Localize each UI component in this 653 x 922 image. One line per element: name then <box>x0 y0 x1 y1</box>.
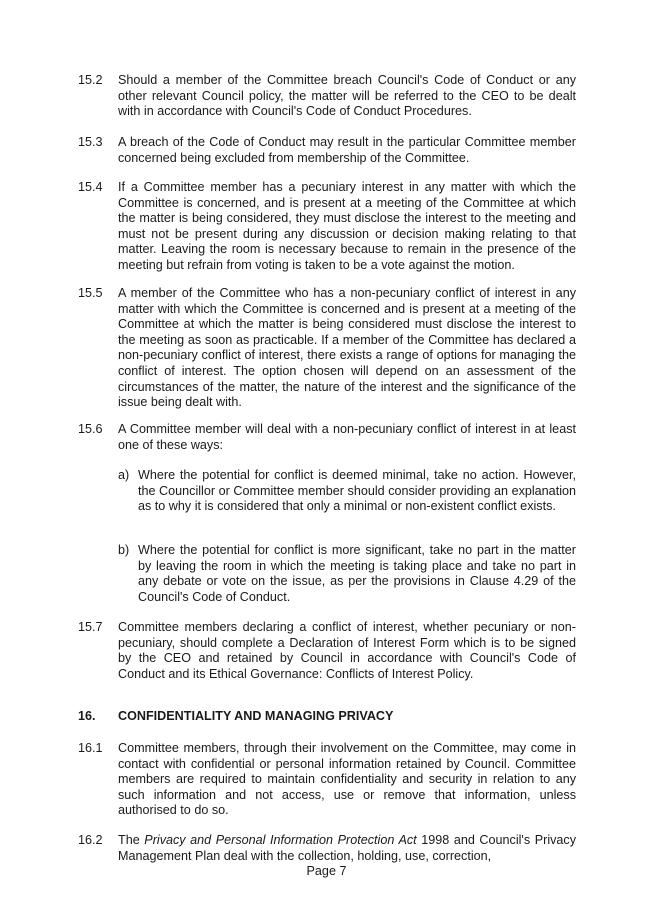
clause-16-2 <box>78 833 576 864</box>
subitem-b <box>118 543 576 605</box>
clause-text: A Committee member will deal with a non-pecuniary conflict of interest in at least one of these ways: <box>118 422 576 452</box>
clause-number: 16.1 <box>78 741 103 755</box>
subitem-letter: a) <box>118 468 130 482</box>
page-number: Page 7 <box>306 864 347 878</box>
clause-number: 15.4 <box>78 180 103 194</box>
clause-number: 15.2 <box>78 73 103 87</box>
clause-text: A breach of the Code of Conduct may result in the particular Committee member concerned being excluded from membership of the Committee. <box>118 135 576 165</box>
clause-15-6 <box>78 422 576 453</box>
clause-text: Committee members declaring a conflict of interest, whether pecuniary or non-pecuniary, should complete a Declaration of Interest Form which is to be signed by the CEO and retained by Council in accordance with Council's Code of Conduct and its Ethical Governance: Conflicts of Interest Policy. <box>118 620 576 681</box>
clause-number: 15.6 <box>78 422 103 436</box>
clause-15-3 <box>78 135 576 166</box>
subitem-letter: b) <box>118 543 130 557</box>
act-title: Privacy and Personal Information Protection Act <box>144 833 417 847</box>
clause-text-pre: The <box>118 833 145 847</box>
section-number: 16. <box>78 709 96 723</box>
clause-text: Committee members, through their involvement on the Committee, may come in contact with confidential or personal information retained by Council. Committee members are required to maintain confidentiality and security in relation to any such information and not access, use or remove that information, unless authorised to do so. <box>118 741 576 818</box>
section-heading <box>78 709 393 725</box>
subitem-a <box>118 468 576 515</box>
clause-text <box>118 833 576 864</box>
clause-15-2 <box>78 73 576 120</box>
clause-number: 15.5 <box>78 286 103 300</box>
clause-15-7 <box>78 620 576 682</box>
clause-15-5 <box>78 286 576 411</box>
clause-text: If a Committee member has a pecuniary interest in any matter with which the Committee is concerned, and is present at a meeting of the Committee at which the matter is being considered, they must disclose the interest to the meeting and must not be present during any discussion or decision making relating to that matter. Leaving the room is necessary because to remain in the presence of the meeting but refrain from voting is taken to be a vote against the motion. <box>118 180 576 272</box>
subitem-text: Where the potential for conflict is deemed minimal, take no action. However, the Councillor or Committee member should consider providing an explanation as to why it is considered that only a minimal or non-existent conflict exists. <box>138 468 576 514</box>
clause-15-4 <box>78 180 576 274</box>
clause-number: 16.2 <box>78 833 103 847</box>
clause-number: 15.3 <box>78 135 103 149</box>
clause-text-post: 1998 and Council's Privacy Management Plan deal with the collection, holding, use, correction, <box>118 833 577 863</box>
clause-text: Should a member of the Committee breach Council's Code of Conduct or any other relevant Council policy, the matter will be referred to the CEO to be dealt with in accordance with Council's Code of Conduct Procedures. <box>118 73 576 119</box>
subitem-text: Where the potential for conflict is more significant, take no part in the matter by leaving the room in which the meeting is taking place and take no part in any debate or vote on the issue, as per the provisions in Clause 4.29 of the Council's Code of Conduct. <box>138 543 576 604</box>
clause-text: A member of the Committee who has a non-pecuniary conflict of interest in any matter with which the Committee is concerned and is present at a meeting of the Committee at which the matter is being considered must disclose the interest to the meeting as soon as practicable. If a member of the Committee has declared a non-pecuniary conflict of interest, there exists a range of options for managing the conflict of interest. The option chosen will depend on an assessment of the circumstances of the matter, the nature of the interest and the significance of the issue being dealt with. <box>118 286 576 410</box>
section-title: CONFIDENTIALITY AND MANAGING PRIVACY <box>118 709 394 723</box>
clause-16-1 <box>78 741 576 819</box>
clause-number: 15.7 <box>78 620 103 634</box>
